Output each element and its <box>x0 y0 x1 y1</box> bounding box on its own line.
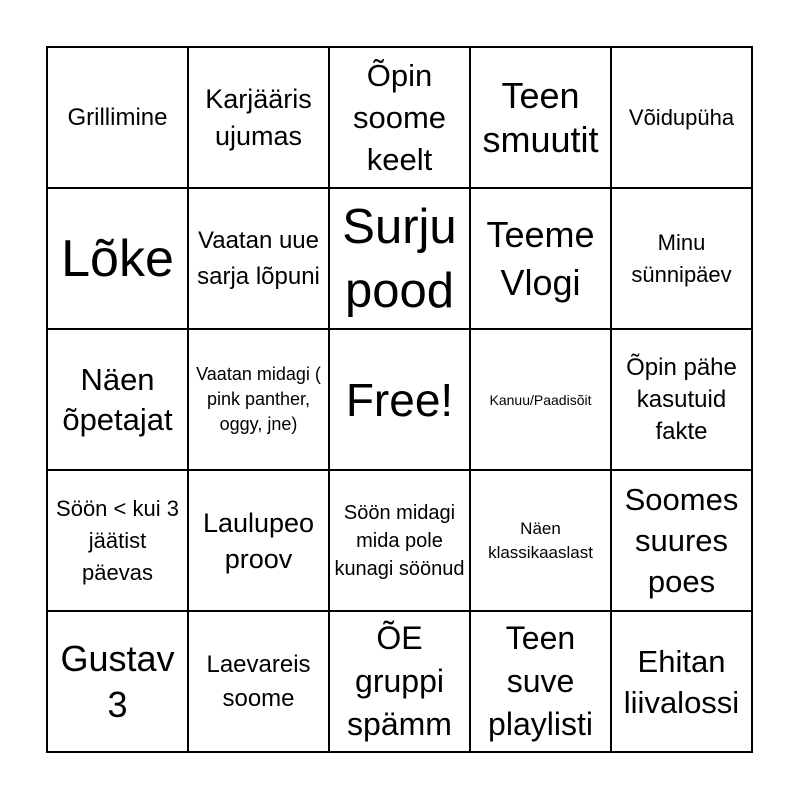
cell-text: Ehitan liivalossi <box>623 643 740 720</box>
bingo-cell[interactable] <box>330 330 471 471</box>
bingo-cell[interactable] <box>612 471 753 612</box>
cell-text: Soomes suures poes <box>624 482 739 599</box>
cell-text: Karjääris ujumas <box>205 83 312 151</box>
bingo-cell[interactable] <box>189 471 330 612</box>
bingo-cell[interactable] <box>471 189 612 330</box>
bingo-cell[interactable] <box>189 330 330 471</box>
bingo-board <box>46 46 753 753</box>
bingo-cell[interactable] <box>612 612 753 753</box>
cell-text: Näen õpetajat <box>62 361 173 437</box>
bingo-cell[interactable] <box>48 612 189 753</box>
bingo-cell[interactable] <box>471 612 612 753</box>
bingo-cell[interactable] <box>330 48 471 189</box>
bingo-cell[interactable] <box>189 48 330 189</box>
cell-text: Teen suve playlisti <box>488 620 593 742</box>
cell-text: Võidupüha <box>628 104 735 130</box>
bingo-cell[interactable] <box>471 48 612 189</box>
cell-text: Lõke <box>61 229 174 288</box>
cell-text: Surju pood <box>342 199 457 318</box>
bingo-cell[interactable] <box>48 189 189 330</box>
cell-text: Söön < kui 3 jäätist päevas <box>56 495 179 585</box>
bingo-cell[interactable] <box>612 189 753 330</box>
bingo-cell[interactable] <box>330 189 471 330</box>
cell-text: Laulupeo proov <box>202 507 315 574</box>
cell-text: Õpin soome keelt <box>352 57 447 177</box>
bingo-cell[interactable] <box>48 330 189 471</box>
cell-text: Söön midagi mida pole kunagi söönud <box>334 501 465 580</box>
bingo-cell[interactable] <box>471 471 612 612</box>
cell-text: Kanuu/Paadisõit <box>489 391 592 408</box>
bingo-cell[interactable] <box>189 612 330 753</box>
cell-text: Laevareis soome <box>206 650 311 712</box>
cell-text: Minu sünnipäev <box>631 229 732 287</box>
bingo-cell[interactable] <box>612 330 753 471</box>
bingo-cell[interactable] <box>330 612 471 753</box>
cell-text: Vaatan uue sarja lõpuni <box>197 226 320 290</box>
cell-text: Teen smuutit <box>482 74 599 160</box>
cell-text: ÕE gruppi spämm <box>347 620 452 742</box>
bingo-cell[interactable] <box>330 471 471 612</box>
bingo-cell[interactable] <box>612 48 753 189</box>
cell-text: Teeme Vlogi <box>486 213 595 303</box>
cell-text: Gustav 3 <box>60 637 175 725</box>
bingo-cell[interactable] <box>48 471 189 612</box>
cell-text: Näen klassikaaslast <box>488 518 593 562</box>
cell-text: Õpin pähe kasutuid fakte <box>626 353 737 445</box>
bingo-cell[interactable] <box>189 189 330 330</box>
cell-text: Free! <box>345 373 454 426</box>
cell-text: Grillimine <box>67 104 168 131</box>
bingo-cell[interactable] <box>48 48 189 189</box>
cell-text: Vaatan midagi ( pink panther, oggy, jne) <box>196 364 321 434</box>
bingo-cell[interactable] <box>471 330 612 471</box>
